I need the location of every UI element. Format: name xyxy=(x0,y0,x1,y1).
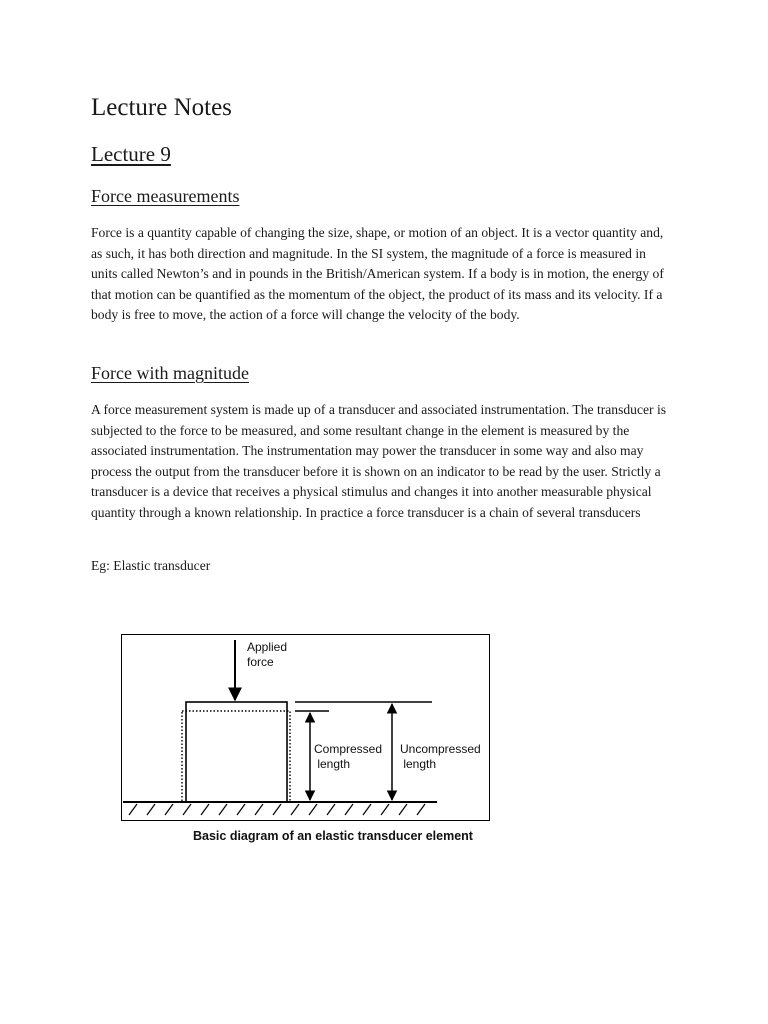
elastic-transducer-diagram xyxy=(121,634,491,822)
ground-hatching xyxy=(129,804,425,815)
lecture-heading: Lecture 9 xyxy=(91,142,171,166)
paragraph-force-definition: Force is a quantity capable of changing the size, shape, or motion of an object. It is a vector quantity and, as such, it has both direction and magnitude. In the SI system, the magnitude of a force is measured in units called Newton’s and in pounds in the British/American system. If a body is in motion, the energy of that motion can be quantified as the momentum of the object, the product of its mass and its velocity. If a body is free to move, the action of a force will change the velocity of the body. xyxy=(91,225,664,323)
document-title: Lecture Notes xyxy=(91,94,232,121)
figure-caption: Basic diagram of an elastic transducer element xyxy=(193,829,473,843)
compressed-length-label: Compressed length xyxy=(314,742,383,771)
section-heading-force-with-magnitude: Force with magnitude xyxy=(91,363,249,383)
uncompressed-element xyxy=(186,702,287,802)
section-heading-force-measurements: Force measurements xyxy=(91,186,240,206)
compressed-element-outline xyxy=(182,711,290,802)
paragraph-measurement-system: A force measurement system is made up of a transducer and associated instrumentation. The transducer is subjected to the force to be measured, and some resultant change in the element is measured by the associated instrumentation. The instrumentation may power the transducer in some way and also may process the output from the transducer before it is shown on an indicator to be read by the user. Strictly a transducer is a device that receives a physical stimulus and changes it into another measurable physical quantity through a known relationship. In practice a force transducer is a chain of several transducers xyxy=(91,402,667,520)
diagram-drawing xyxy=(121,634,491,822)
diagram-frame xyxy=(122,635,490,821)
applied-force-label: Applied force xyxy=(247,640,288,669)
example-text: Eg: Elastic transducer xyxy=(91,558,211,573)
uncompressed-length-label: Uncompressed length xyxy=(400,742,481,771)
